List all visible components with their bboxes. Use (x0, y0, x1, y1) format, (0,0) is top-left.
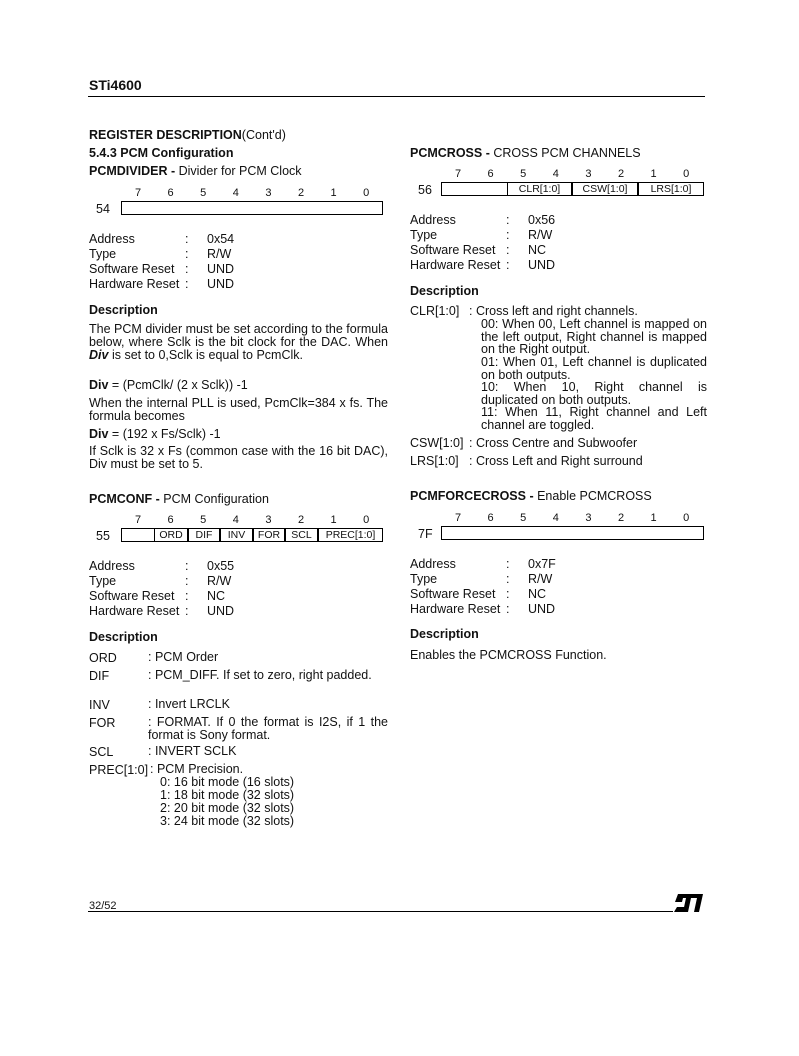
pcmforcecross-description-title: Description (410, 627, 479, 641)
bit-number: 1 (650, 512, 657, 524)
property-value: UND (207, 277, 235, 291)
bit-number: 1 (650, 168, 657, 180)
pcmcross-address-label: 56 (418, 183, 432, 197)
pcmdivider-paragraph-3: If Sclk is 32 x Fs (common case with the 16 bit DAC), Div must be set to 5. (89, 444, 388, 471)
pcmdivider-paragraph-2: When the internal PLL is used, PcmClk=384 x fs. The formula becomes (89, 396, 388, 423)
property-key: Address (410, 557, 456, 571)
bit-number: 0 (683, 168, 690, 180)
conf-field-key: FOR (89, 716, 116, 730)
property-value: R/W (207, 247, 232, 261)
bit-number: 5 (520, 168, 527, 180)
prec-option: 1: 18 bit mode (32 slots) (160, 788, 295, 802)
property-value: 0x7F (528, 557, 556, 571)
bit-number: 0 (363, 514, 370, 526)
property-value: UND (207, 604, 235, 618)
property-value: UND (528, 602, 556, 616)
bit-number: 2 (617, 512, 625, 524)
conf-field-value: : PCM_DIFF. If set to zero, right padded. (148, 668, 372, 682)
bit-number: 0 (683, 512, 690, 524)
property-value: UND (528, 258, 556, 272)
conf-field-key: SCL (89, 745, 114, 759)
property-separator: : (185, 247, 189, 261)
prec-option: 0: 16 bit mode (16 slots) (160, 775, 295, 789)
pcmcross-heading: PCMCROSS - CROSS PCM CHANNELS (410, 146, 641, 160)
property-key: Software Reset (410, 587, 496, 601)
clr-option: 11: When 11, Right channel and Left channel are toggled. (481, 405, 707, 432)
register-field-cell: INV (220, 529, 253, 541)
property-separator: : (506, 572, 510, 586)
property-value: R/W (528, 572, 553, 586)
document-title: STi4600 (89, 77, 142, 93)
bit-number: 7 (134, 187, 142, 199)
conf-field-value: : FORMAT. If 0 the format is I2S, if 1 the format is Sony format. (148, 715, 388, 742)
property-key: Software Reset (410, 243, 496, 257)
bit-number: 7 (454, 512, 462, 524)
pcmforcecross-heading: PCMFORCECROSS - Enable PCMCROSS (410, 489, 652, 503)
property-separator: : (185, 589, 189, 603)
property-separator: : (185, 574, 189, 588)
clr-field-key: CLR[1:0] (410, 304, 460, 318)
property-key: Software Reset (89, 262, 175, 276)
property-value: 0x54 (207, 232, 235, 246)
bit-number: 6 (167, 187, 174, 199)
bit-number: 2 (617, 168, 625, 180)
pcmdivider-paragraph-1: The PCM divider must be set according to the formula below, where Sclk is the bit clock for the DAC. When Div is set to 0,Sclk is equal to PcmClk. (89, 322, 388, 362)
pcmconf-description-title: Description (89, 630, 158, 644)
bit-number: 0 (363, 187, 370, 199)
csw-field-key: CSW[1:0] (410, 436, 464, 450)
pcmconf-heading: PCMCONF - PCM Configuration (89, 492, 269, 506)
conf-field-value: : Invert LRCLK (148, 697, 230, 711)
clr-option: 00: When 00, Left channel is mapped on the left output, Right channel is mapped on the Right output. (481, 317, 707, 357)
property-key: Hardware Reset (89, 277, 180, 291)
pcmconf-register-box (121, 528, 383, 542)
property-separator: : (506, 228, 510, 242)
conf-field-key: PREC[1:0] (89, 763, 149, 777)
footer-rule (88, 911, 673, 912)
property-value: 0x56 (528, 213, 556, 227)
bit-number: 5 (520, 512, 527, 524)
register-field-cell: CLR[1:0] (507, 183, 572, 195)
lrs-field-value: : Cross Left and Right surround (469, 454, 643, 468)
property-value: 0x55 (207, 559, 235, 573)
property-value: NC (528, 587, 547, 601)
pcmconf-address-label: 55 (96, 529, 110, 543)
prec-option: 2: 20 bit mode (32 slots) (160, 801, 295, 815)
pcmdivider-formula-2: Div = (192 x Fs/Sclk) -1 (89, 427, 221, 441)
property-separator: : (506, 213, 510, 227)
pcmforcecross-address-label: 7F (418, 527, 433, 541)
pcmforcecross-register-box (441, 526, 704, 540)
pcmforcecross-text: Enables the PCMCROSS Function. (410, 648, 607, 662)
subsection-heading: 5.4.3 PCM Configuration (89, 146, 234, 160)
property-key: Hardware Reset (410, 258, 501, 272)
property-key: Type (410, 228, 438, 242)
bit-number: 3 (265, 514, 272, 526)
bit-number: 4 (552, 512, 559, 524)
register-field-cell: SCL (285, 529, 318, 541)
conf-field-value: : PCM Precision. (150, 762, 244, 776)
pcmdivider-register-box (121, 201, 383, 215)
bit-number: 4 (232, 514, 239, 526)
pcmdivider-heading: PCMDIVIDER - Divider for PCM Clock (89, 164, 302, 178)
property-value: UND (207, 262, 235, 276)
property-key: Address (410, 213, 456, 227)
bit-number: 7 (134, 514, 142, 526)
property-key: Type (89, 574, 117, 588)
conf-field-key: DIF (89, 669, 110, 683)
property-separator: : (185, 559, 189, 573)
csw-field-value: : Cross Centre and Subwoofer (469, 436, 638, 450)
conf-field-value: : INVERT SCLK (148, 744, 237, 758)
property-key: Hardware Reset (410, 602, 501, 616)
bit-number: 3 (585, 512, 592, 524)
property-separator: : (185, 232, 189, 246)
bit-number: 7 (454, 168, 462, 180)
conf-field-key: INV (89, 698, 110, 712)
bit-number: 2 (297, 514, 305, 526)
bit-number: 5 (200, 514, 207, 526)
pcmcross-description-title: Description (410, 284, 479, 298)
property-separator: : (506, 258, 510, 272)
property-value: NC (528, 243, 547, 257)
register-field-cell: FOR (253, 529, 285, 541)
property-key: Software Reset (89, 589, 175, 603)
property-value: R/W (528, 228, 553, 242)
page-number: 32/52 (89, 900, 117, 912)
conf-field-key: ORD (89, 651, 117, 665)
property-value: NC (207, 589, 226, 603)
property-key: Address (89, 559, 135, 573)
property-key: Address (89, 232, 135, 246)
property-separator: : (506, 602, 510, 616)
bit-number: 4 (552, 168, 559, 180)
register-field-cell: CSW[1:0] (572, 183, 638, 195)
property-separator: : (506, 243, 510, 257)
property-key: Type (410, 572, 438, 586)
property-separator: : (185, 604, 189, 618)
bit-number: 5 (200, 187, 207, 199)
clr-option: 10: When 10, Right channel is duplicated on both outputs. (481, 380, 707, 407)
register-field-cell: LRS[1:0] (638, 183, 704, 195)
property-separator: : (185, 277, 189, 291)
prec-option: 3: 24 bit mode (32 slots) (160, 814, 295, 828)
lrs-field-key: LRS[1:0] (410, 454, 459, 468)
pcmdivider-address-label: 54 (96, 202, 110, 216)
pcmcross-register-box (441, 182, 704, 196)
property-separator: : (506, 587, 510, 601)
pcmdivider-formula-1: Div = (PcmClk/ (2 x Sclk)) -1 (89, 378, 248, 392)
register-field-cell: PREC[1:0] (318, 529, 383, 541)
property-key: Type (89, 247, 117, 261)
header-rule (88, 96, 705, 97)
pcmdivider-description-title: Description (89, 303, 158, 317)
bit-number: 6 (487, 512, 494, 524)
property-value: R/W (207, 574, 232, 588)
bit-number: 3 (585, 168, 592, 180)
property-separator: : (185, 262, 189, 276)
clr-field-value: : Cross left and right channels. (469, 304, 638, 318)
register-field-cell: DIF (188, 529, 220, 541)
bit-number: 1 (330, 187, 337, 199)
conf-field-value: : PCM Order (148, 650, 219, 664)
bit-number: 3 (265, 187, 272, 199)
bit-number: 6 (167, 514, 174, 526)
bit-number: 4 (232, 187, 239, 199)
register-field-cell: ORD (154, 529, 188, 541)
bit-number: 6 (487, 168, 494, 180)
bit-number: 1 (330, 514, 337, 526)
bit-number: 2 (297, 187, 305, 199)
property-key: Hardware Reset (89, 604, 180, 618)
property-separator: : (506, 557, 510, 571)
st-logo-icon (672, 893, 704, 913)
clr-option: 01: When 01, Left channel is duplicated on both outputs. (481, 355, 707, 382)
section-heading: REGISTER DESCRIPTION(Cont'd) (89, 128, 286, 142)
